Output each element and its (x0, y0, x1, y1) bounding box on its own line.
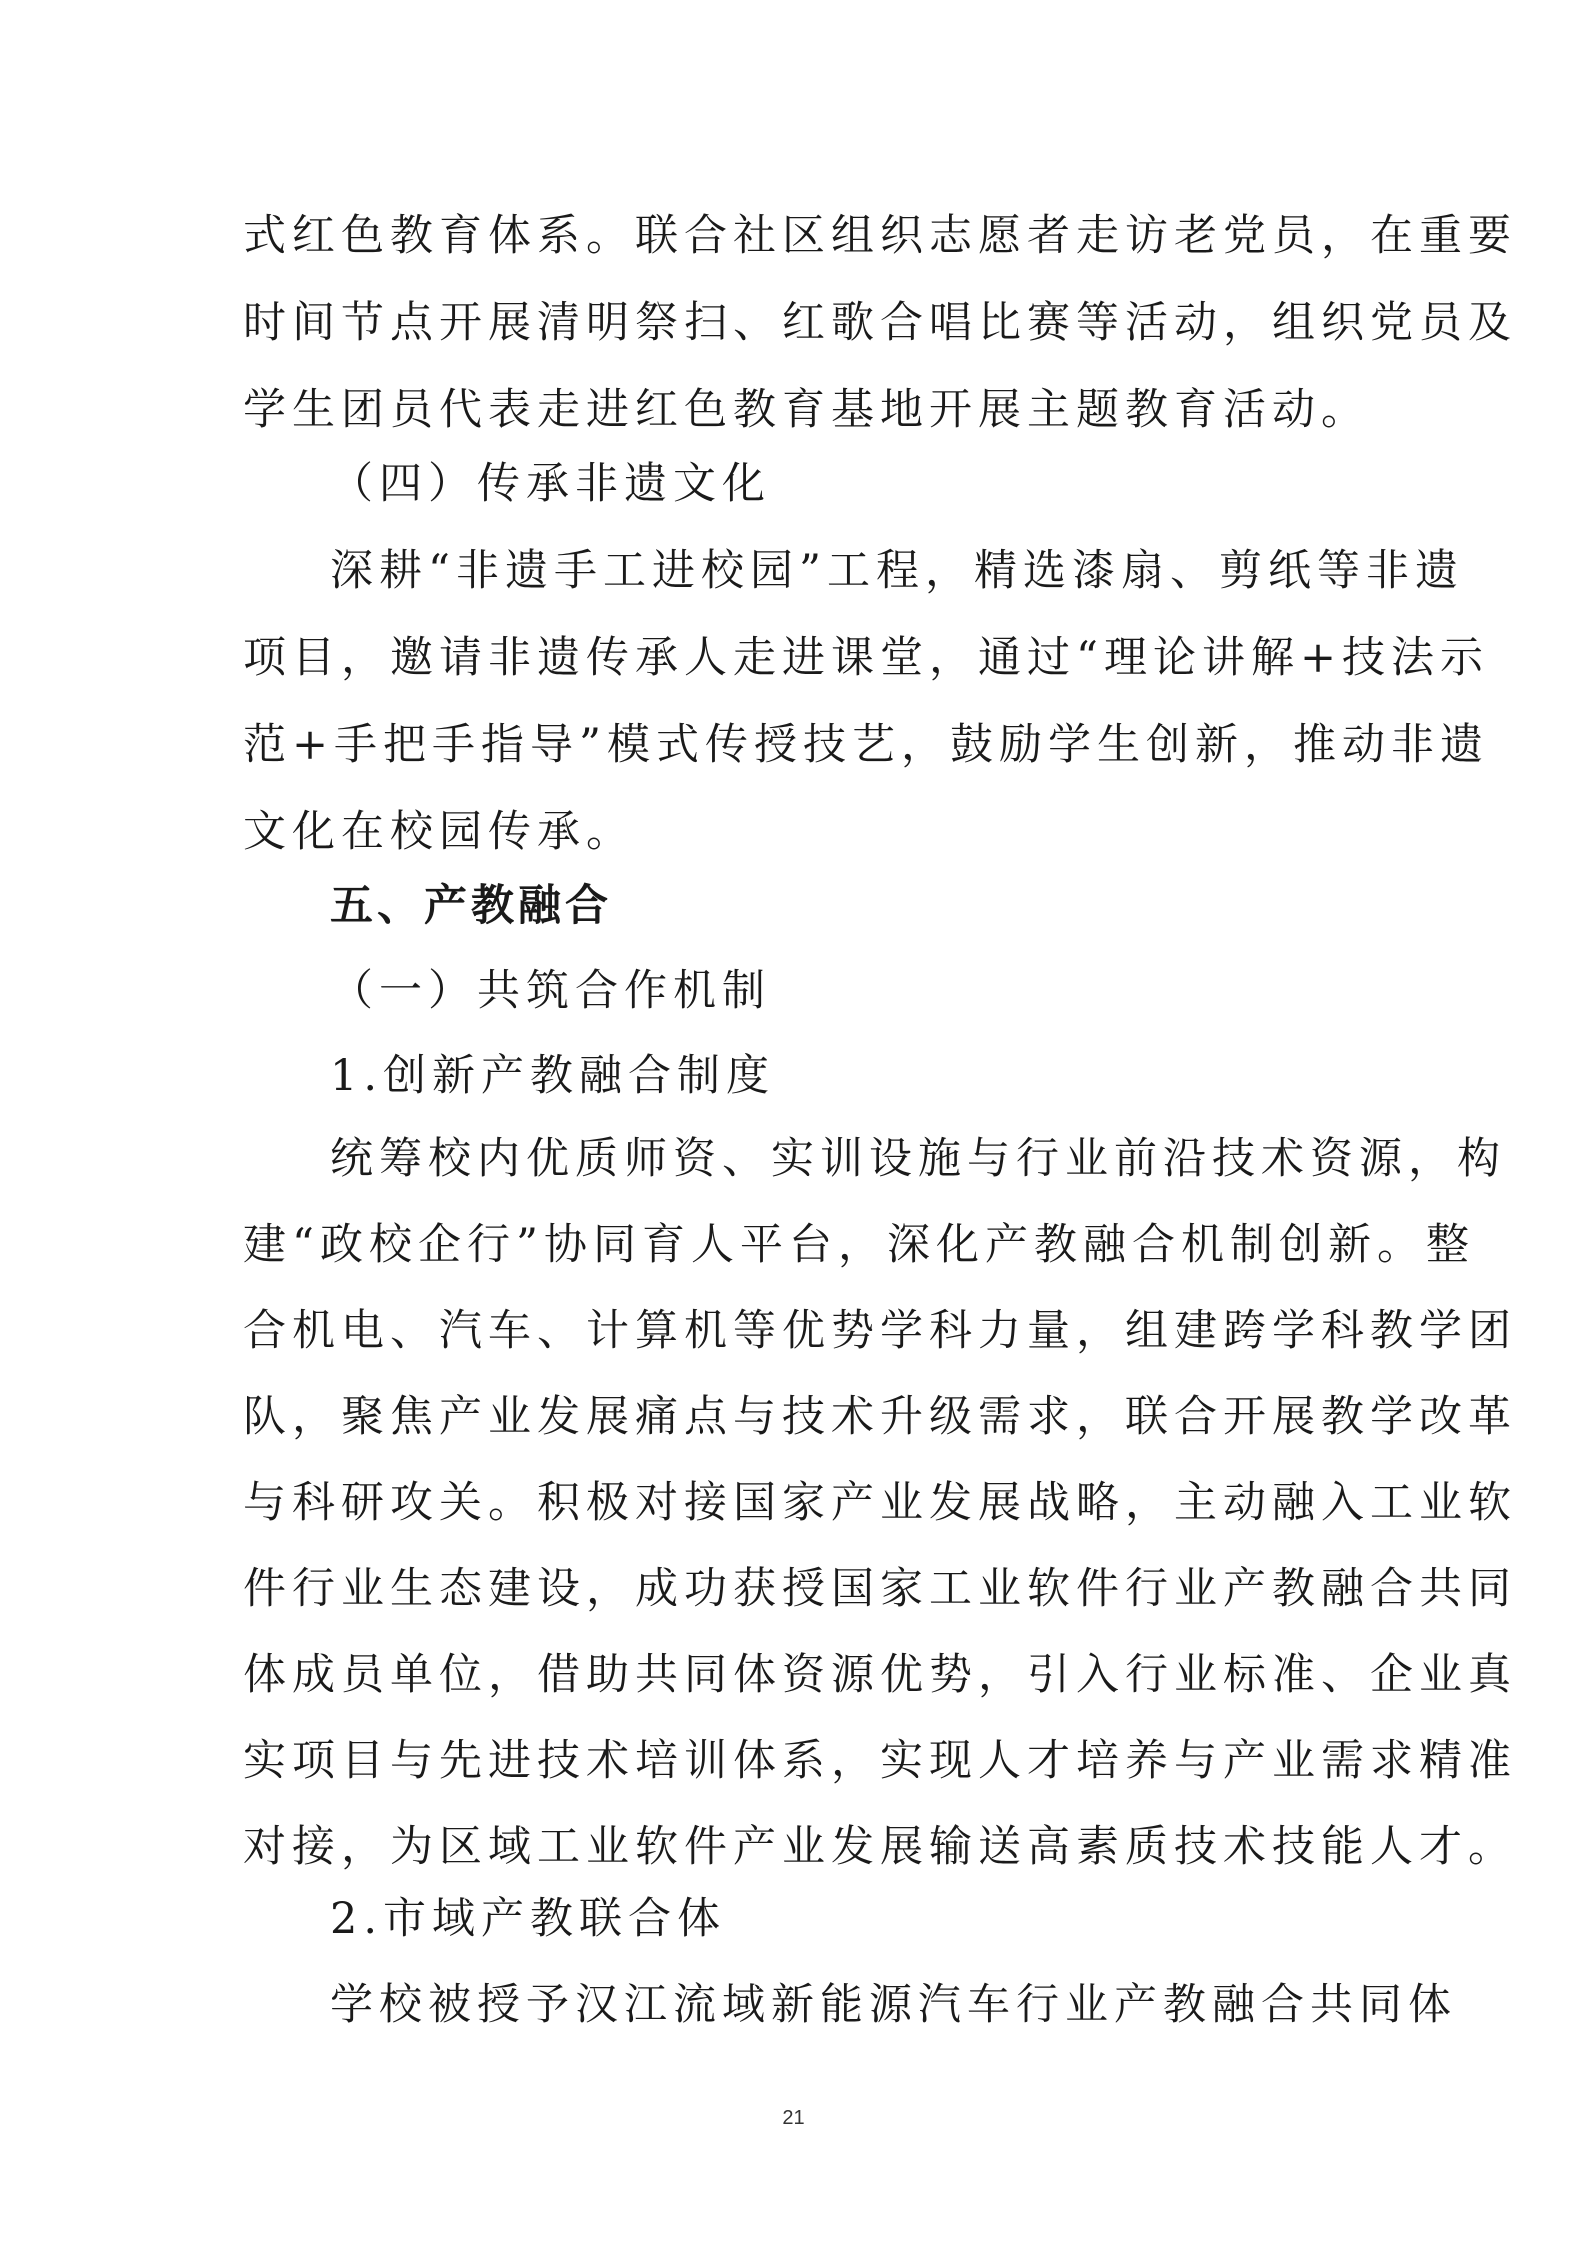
page-number: 21 (782, 2107, 805, 2129)
section-heading-4: （四）传承非遗文化 (330, 459, 771, 509)
paragraph-line: 统筹校内优质师资、实训设施与行业前沿技术资源，构 (330, 1134, 1506, 1184)
subsection-heading-2: 2.市域产教联合体 (330, 1894, 727, 1944)
paragraph-line: 学校被授予汉江流域新能源汽车行业产教融合共同体 (330, 1980, 1457, 2030)
paragraph-line: 对接，为区域工业软件产业发展输送高素质技术技能人才。 (243, 1822, 1517, 1872)
paragraph-line: 建“政校企行”协同育人平台，深化产教融合机制创新。整 (243, 1220, 1475, 1270)
section-heading-1: （一）共筑合作机制 (330, 966, 771, 1016)
paragraph-line: 学生团员代表走进红色教育基地开展主题教育活动。 (243, 385, 1370, 435)
paragraph-line: 合机电、汽车、计算机等优势学科力量，组建跨学科教学团 (243, 1306, 1517, 1356)
paragraph-line: 文化在校园传承。 (243, 807, 635, 857)
paragraph-line: 与科研攻关。积极对接国家产业发展战略，主动融入工业软 (243, 1478, 1517, 1528)
chapter-heading: 五、产教融合 (330, 881, 612, 931)
paragraph-line: 范+手把手指导”模式传授技艺，鼓励学生创新，推动非遗 (243, 720, 1490, 770)
subsection-heading-1: 1.创新产教融合制度 (330, 1051, 776, 1101)
paragraph-line: 队，聚焦产业发展痛点与技术升级需求，联合开展教学改革 (243, 1392, 1517, 1442)
paragraph-line: 时间节点开展清明祭扫、红歌合唱比赛等活动，组织党员及 (243, 298, 1517, 348)
paragraph-line: 深耕“非遗手工进校园”工程，精选漆扇、剪纸等非遗 (330, 546, 1464, 596)
paragraph-line: 式红色教育体系。联合社区组织志愿者走访老党员，在重要 (243, 211, 1517, 261)
paragraph-line: 体成员单位，借助共同体资源优势，引入行业标准、企业真 (243, 1650, 1517, 1700)
paragraph-line: 项目，邀请非遗传承人走进课堂，通过“理论讲解+技法示 (243, 633, 1490, 683)
paragraph-line: 件行业生态建设，成功获授国家工业软件行业产教融合共同 (243, 1564, 1517, 1614)
paragraph-line: 实项目与先进技术培训体系，实现人才培养与产业需求精准 (243, 1736, 1517, 1786)
